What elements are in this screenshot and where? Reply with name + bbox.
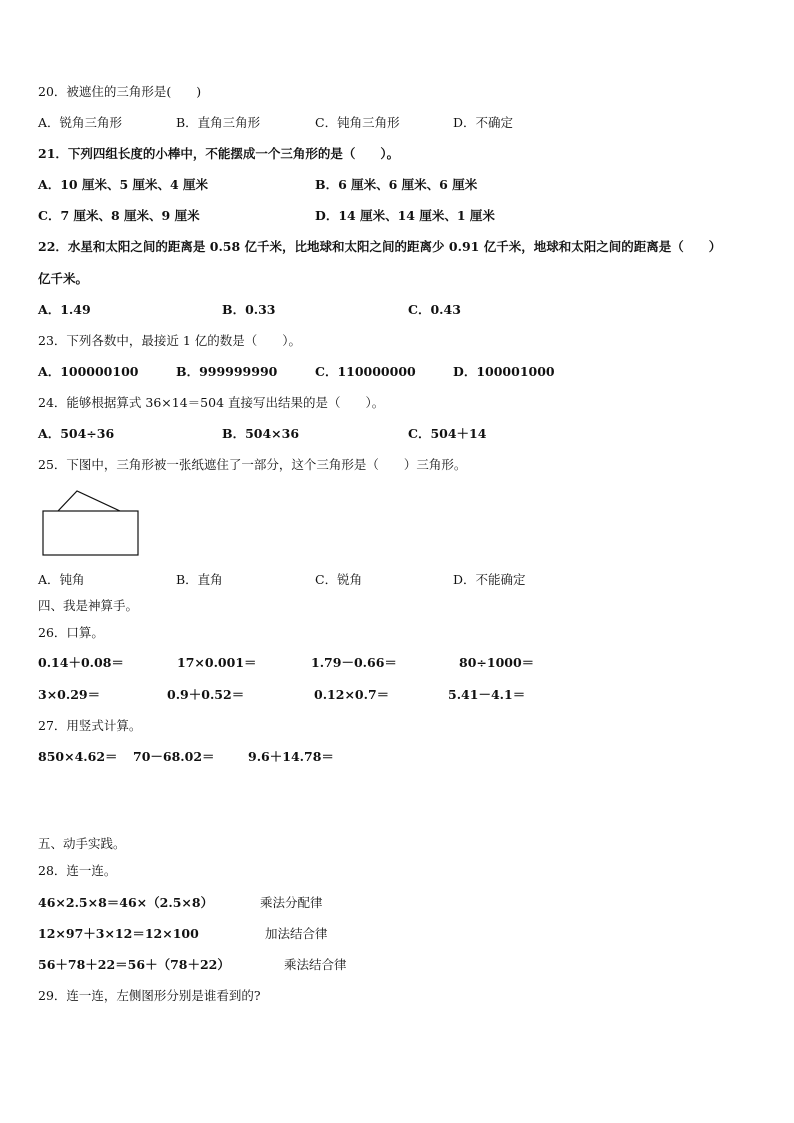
q25-option-b: B．直角 [176, 572, 223, 587]
q23-option-d: D．100001000 [453, 364, 555, 379]
covering-paper-rectangle [43, 511, 138, 555]
q22-stem-line1: 22．水星和太阳之间的距离是 0.58 亿千米，比地球和太阳之间的距离少 0.91 亿千米，地球和太阳之间的距离是（ ） [38, 239, 722, 254]
q21-option-a: A．10 厘米、5 厘米、4 厘米 [38, 177, 209, 192]
covered-triangle-figure [40, 486, 142, 558]
q24-option-c: C．504＋14 [408, 426, 487, 441]
q21-option-d: D．14 厘米、14 厘米、1 厘米 [315, 208, 495, 223]
q23-stem: 23．下列各数中，最接近 1 亿的数是（ ）。 [38, 333, 302, 348]
q24-option-b: B．504×36 [222, 426, 300, 441]
q28-left-3: 56＋78＋22＝56＋（78＋22） [38, 957, 230, 972]
q26-item-5: 3×0.29＝ [38, 687, 101, 702]
q28-left-1: 46×2.5×8＝46×（2.5×8） [38, 895, 214, 910]
q26-item-4: 80÷1000＝ [459, 655, 535, 670]
q28-right-2: 加法结合律 [265, 926, 328, 941]
q20-option-a: A．锐角三角形 [38, 115, 123, 130]
section-5-title: 五、动手实践。 [38, 836, 126, 851]
q25-option-c: C．锐角 [315, 572, 363, 587]
q29-stem: 29．连一连，左侧图形分别是谁看到的? [38, 988, 261, 1003]
q26-item-3: 1.79－0.66＝ [311, 655, 397, 670]
q22-option-a: A．1.49 [38, 302, 91, 317]
q27-item-2: 70－68.02＝ [133, 749, 215, 764]
q20-option-d: D．不确定 [453, 115, 514, 130]
triangle-visible-part [58, 491, 120, 511]
q22-option-b: B．0.33 [222, 302, 276, 317]
q23-option-b: B．999999990 [176, 364, 278, 379]
q28-left-2: 12×97＋3×12＝12×100 [38, 926, 199, 941]
q27-stem: 27．用竖式计算。 [38, 718, 142, 733]
q21-option-b: B．6 厘米、6 厘米、6 厘米 [315, 177, 478, 192]
q25-option-d: D．不能确定 [453, 572, 526, 587]
q25-option-a: A．钝角 [38, 572, 85, 587]
q23-option-a: A．100000100 [38, 364, 139, 379]
q24-option-a: A．504÷36 [38, 426, 115, 441]
q20-option-c: C．钝角三角形 [315, 115, 400, 130]
q26-stem: 26．口算。 [38, 625, 104, 640]
q26-item-2: 17×0.001＝ [177, 655, 257, 670]
q27-item-1: 850×4.62＝ [38, 749, 118, 764]
q20-option-b: B．直角三角形 [176, 115, 261, 130]
section-4-title: 四、我是神算手。 [38, 598, 139, 613]
q26-item-7: 0.12×0.7＝ [314, 687, 390, 702]
q23-option-c: C．110000000 [315, 364, 416, 379]
q26-item-8: 5.41－4.1＝ [448, 687, 526, 702]
q25-stem: 25．下图中，三角形被一张纸遮住了一部分，这个三角形是（ ）三角形。 [38, 457, 467, 472]
q26-item-1: 0.14＋0.08＝ [38, 655, 124, 670]
q21-stem: 21．下列四组长度的小棒中，不能摆成一个三角形的是（ ）。 [38, 146, 400, 161]
q24-stem: 24．能够根据算式 36×14＝504 直接写出结果的是（ ）。 [38, 395, 385, 410]
q22-stem-line2: 亿千米。 [38, 271, 89, 286]
q22-option-c: C．0.43 [408, 302, 461, 317]
q21-option-c: C．7 厘米、8 厘米、9 厘米 [38, 208, 200, 223]
q28-right-3: 乘法结合律 [284, 957, 347, 972]
q27-item-3: 9.6＋14.78＝ [248, 749, 334, 764]
q26-item-6: 0.9＋0.52＝ [167, 687, 245, 702]
q28-stem: 28．连一连。 [38, 863, 117, 878]
q20-stem: 20．被遮住的三角形是( ) [38, 84, 202, 99]
q28-right-1: 乘法分配律 [260, 895, 323, 910]
